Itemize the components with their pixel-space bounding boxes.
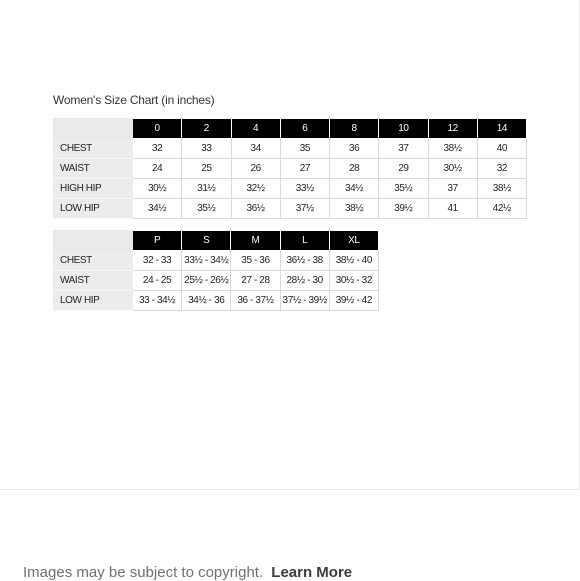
table-cell: 34½ <box>330 179 379 199</box>
size-header-row <box>54 231 379 251</box>
size-header: 2 <box>182 119 231 139</box>
table-cell: 34 <box>231 139 280 159</box>
table-cell: 30½ <box>428 159 477 179</box>
table-cell: 40 <box>477 139 526 159</box>
size-header: 10 <box>379 119 428 139</box>
table-cell: 32½ <box>231 179 280 199</box>
table-cell: 38½ <box>428 139 477 159</box>
table-cell: 24 - 25 <box>133 271 182 291</box>
table-cell: 25½ - 26½ <box>182 271 231 291</box>
row-label: HIGH HIP <box>54 179 133 199</box>
row-label: WAIST <box>54 271 133 291</box>
header-corner <box>54 231 133 251</box>
table-cell: 36 <box>330 139 379 159</box>
table-cell: 30½ - 32 <box>329 271 378 291</box>
table-row <box>54 291 379 311</box>
table-row <box>54 271 379 291</box>
table-cell: 38½ - 40 <box>329 251 378 271</box>
size-header: P <box>133 231 182 251</box>
table-cell: 38½ <box>330 199 379 219</box>
table-cell: 34½ - 36 <box>182 291 231 311</box>
table-cell: 35 <box>280 139 329 159</box>
table-cell: 37 <box>379 139 428 159</box>
table-row <box>54 199 527 219</box>
table-cell: 27 - 28 <box>231 271 280 291</box>
table-row <box>54 139 527 159</box>
size-header: M <box>231 231 280 251</box>
table-cell: 28 <box>330 159 379 179</box>
row-label: CHEST <box>54 251 133 271</box>
table-cell: 41 <box>428 199 477 219</box>
table-row <box>54 159 527 179</box>
row-label: CHEST <box>54 139 133 159</box>
table-cell: 34½ <box>133 199 182 219</box>
row-label: WAIST <box>54 159 133 179</box>
learn-more-link[interactable]: Learn More <box>271 564 353 581</box>
table-cell: 29 <box>379 159 428 179</box>
table-cell: 37 <box>428 179 477 199</box>
table-cell: 42½ <box>477 199 526 219</box>
table-cell: 32 - 33 <box>133 251 182 271</box>
size-header: 12 <box>428 119 477 139</box>
table-cell: 38½ <box>477 179 526 199</box>
table-cell: 32 <box>133 139 182 159</box>
table-cell: 26 <box>231 159 280 179</box>
size-chart-image[interactable] <box>53 90 527 311</box>
size-header: 14 <box>477 119 526 139</box>
size-header: 4 <box>231 119 280 139</box>
size-header: 8 <box>330 119 379 139</box>
table-cell: 32 <box>477 159 526 179</box>
table-cell: 37½ <box>280 199 329 219</box>
size-header: 0 <box>133 119 182 139</box>
table-cell: 36½ <box>231 199 280 219</box>
table-row <box>54 179 527 199</box>
table-cell: 35½ <box>379 179 428 199</box>
table-cell: 39½ - 42 <box>329 291 378 311</box>
copyright-notice <box>23 564 352 581</box>
table-cell: 36½ - 38 <box>280 251 329 271</box>
header-corner <box>54 119 133 139</box>
table-cell: 27 <box>280 159 329 179</box>
table-cell: 35½ <box>182 199 231 219</box>
letter-size-table <box>53 230 379 311</box>
table-cell: 37½ - 39½ <box>280 291 329 311</box>
table-cell: 30½ <box>133 179 182 199</box>
table-row <box>54 251 379 271</box>
size-header: S <box>182 231 231 251</box>
table-cell: 33 - 34½ <box>133 291 182 311</box>
size-header-row <box>54 119 527 139</box>
size-header: XL <box>329 231 378 251</box>
row-label: LOW HIP <box>54 199 133 219</box>
chart-title: Women's Size Chart (in inches) <box>53 93 215 107</box>
table-cell: 33½ <box>280 179 329 199</box>
table-cell: 35 - 36 <box>231 251 280 271</box>
size-header: L <box>280 231 329 251</box>
row-label: LOW HIP <box>54 291 133 311</box>
table-cell: 25 <box>182 159 231 179</box>
table-cell: 28½ - 30 <box>280 271 329 291</box>
table-cell: 24 <box>133 159 182 179</box>
size-header: 6 <box>280 119 329 139</box>
table-cell: 33½ - 34½ <box>182 251 231 271</box>
table-cell: 39½ <box>379 199 428 219</box>
table-cell: 33 <box>182 139 231 159</box>
table-cell: 36 - 37½ <box>231 291 280 311</box>
numeric-size-table <box>53 118 527 219</box>
copyright-text: Images may be subject to copyright. <box>23 564 264 581</box>
table-cell: 31½ <box>182 179 231 199</box>
